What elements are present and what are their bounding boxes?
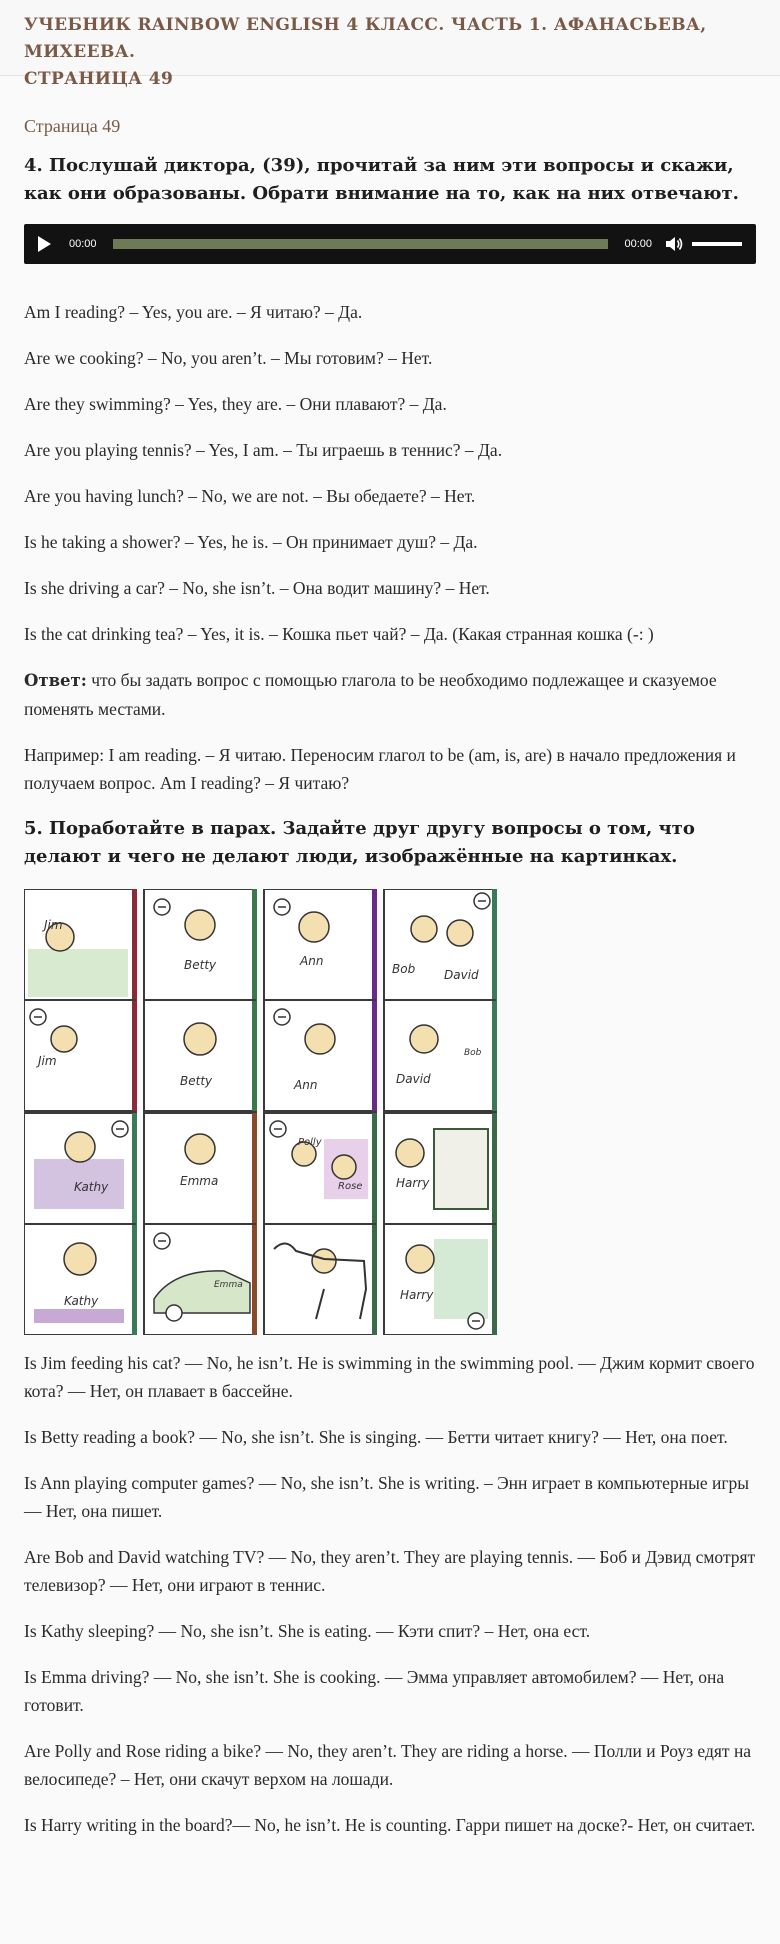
task5-line: Is Jim feeding his cat? — No, he isn’t. He is swimming in the swimming pool. — Джим кормит своего кота? — Нет, он плавает в бассейне. (24, 1353, 755, 1401)
task5-line: Is Harry writing in the board?— No, he isn’t. He is counting. Гарри пишет на доске?- Нет, он считает. (24, 1815, 756, 1835)
task5-line: Is Emma driving? — No, she isn’t. She is cooking. — Эмма управляет автомобилем? — Нет, она готовит. (24, 1667, 725, 1715)
play-icon[interactable] (38, 236, 51, 252)
page-title-line1: УЧЕБНИК RAINBOW ENGLISH 4 КЛАСС. ЧАСТЬ 1. АФАНАСЬЕВА, МИХЕЕВА. (24, 15, 707, 62)
picture-name: Emma (214, 1280, 243, 1290)
task4-line: Are they swimming? – Yes, they are. – Они плавают? – Да. (24, 394, 447, 414)
audio-player (24, 224, 756, 264)
picture-name: Ann (294, 1078, 318, 1092)
picture-name: Polly (298, 1137, 322, 1148)
task4-line: Are we cooking? – No, you aren’t. – Мы готовим? – Нет. (24, 348, 433, 368)
picture-name: David (444, 968, 479, 982)
task4-answer (24, 666, 756, 723)
current-time: 00:00 (69, 238, 97, 250)
task5-line: Are Bob and David watching TV? — No, they aren’t. They are playing tennis. — Боб и Дэвид смотрят телевизор? — Нет, они играют в теннис. (24, 1547, 756, 1595)
volume-level (692, 242, 742, 246)
picture-name: Jim (44, 918, 63, 932)
page-header (0, 0, 780, 89)
task5-line: Is Kathy sleeping? — No, she isn’t. She is eating. — Кэти спит? – Нет, она ест. (24, 1621, 591, 1641)
picture-name: Betty (184, 958, 217, 972)
answer-label: Ответ: (24, 671, 87, 690)
volume-slider[interactable] (692, 242, 742, 246)
duration-time: 00:00 (624, 238, 652, 250)
picture-name: Bob (464, 1048, 482, 1058)
task4-example: Например: I am reading. – Я читаю. Переносим глагол to be (am, is, are) в начало предложения и получаем вопрос. Am I reading? – Я читаю? (24, 745, 736, 793)
picture-name: Ann (300, 954, 324, 968)
page-label: Страница 49 (24, 116, 121, 136)
task5-line: Is Betty reading a book? — No, she isn’t. She is singing. — Бетти читает книгу? — Нет, она поет. (24, 1427, 728, 1447)
page-title-line2: СТРАНИЦА 49 (24, 69, 174, 89)
task4-line: Is he taking a shower? – Yes, he is. – Он принимает душ? – Да. (24, 532, 478, 552)
audio-progress-track[interactable] (113, 239, 609, 249)
task4-line: Is she driving a car? – No, she isn’t. – Она водит машину? – Нет. (24, 578, 490, 598)
picture-name: Harry (396, 1176, 430, 1190)
task5-line: Are Polly and Rose riding a bike? — No, they aren’t. They are riding a horse. — Полли и Роуз едят на велосипеде? – Нет, они скачут верхом на лошади. (24, 1741, 752, 1789)
picture-name: David (396, 1072, 431, 1086)
picture-name: Bob (392, 962, 416, 976)
article-content (0, 114, 780, 1839)
exercise-illustration (24, 889, 510, 1335)
picture-name: Emma (180, 1174, 219, 1188)
answer-text: что бы задать вопрос с помощью глагола to be необходимо подлежащее и сказуемое поменять местами. (24, 670, 717, 719)
picture-name: Jim (38, 1054, 57, 1068)
volume-icon[interactable] (664, 235, 684, 253)
task5-line: Is Ann playing computer games? — No, she isn’t. She is writing. – Энн играет в компьютерные игры — Нет, она пишет. (24, 1473, 750, 1521)
task4-line: Am I reading? – Yes, you are. – Я читаю? – Да. (24, 302, 363, 322)
picture-name: Betty (180, 1074, 213, 1088)
task5-heading: 5. Поработайте в парах. Задайте друг другу вопросы о том, что делают и чего не делают люди, изображённые на картинках. (24, 818, 695, 867)
task4-line: Are you having lunch? – No, we are not. – Вы обедаете? – Нет. (24, 486, 476, 506)
task4-heading: 4. Послушай диктора, (39), прочитай за ним эти вопросы и скажи, как они образованы. Обрати внимание на то, как на них отвечают. (24, 155, 739, 204)
picture-name: Kathy (74, 1180, 109, 1194)
page-title (24, 12, 756, 93)
picture-name: Kathy (64, 1294, 99, 1308)
picture-name: Harry (400, 1288, 434, 1302)
task4-line: Are you playing tennis? – Yes, I am. – Ты играешь в теннис? – Да. (24, 440, 503, 460)
picture-name: Rose (338, 1181, 363, 1192)
task4-line: Is the cat drinking tea? – Yes, it is. – Кошка пьет чай? – Да. (Какая странная кошка (-: ) (24, 624, 654, 644)
